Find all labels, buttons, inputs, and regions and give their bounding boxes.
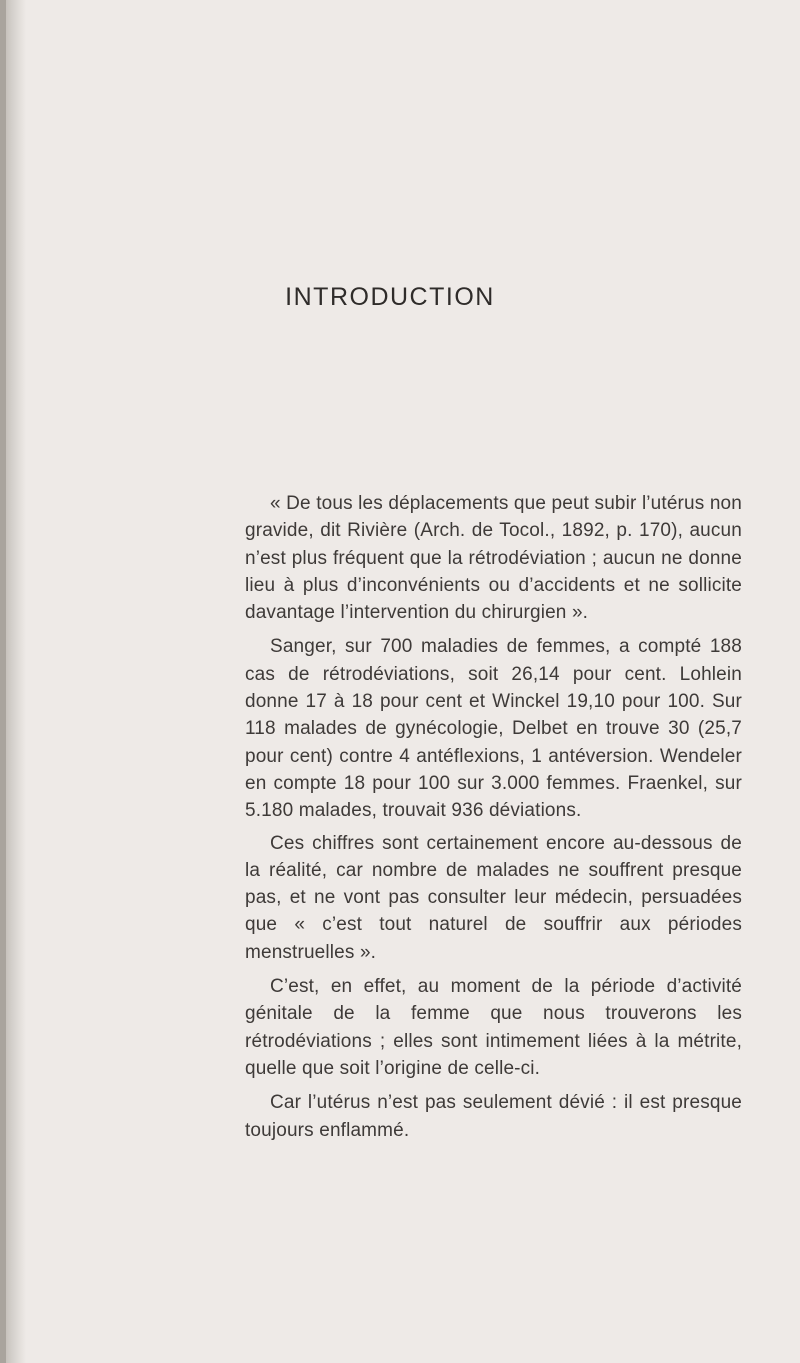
body-text — [245, 490, 742, 1151]
page-title: INTRODUCTION — [285, 283, 495, 311]
paragraph-genital-activity: C’est, en effet, au moment de la période d’activité génitale de la femme que nous trouverons les rétrodéviations ; elles sont intimement liées à la métrite, quelle que soit l’origine de celle-ci. — [245, 976, 742, 1079]
paragraph-reality: Ces chiffres sont certainement encore au-dessous de la réalité, car nombre de malades ne souffrent presque pas, et ne vont pas consulter leur médecin, persuadées que « c’est tout naturel de souffrir aux périodes menstruelles ». — [245, 832, 742, 963]
paragraph-quote-riviere: « De tous les déplacements que peut subir l’utérus non gravide, dit Rivière (Arch. de Tocol., 1892, p. 170), aucun n’est plus fréquent que la rétrodéviation ; aucun ne donne lieu à plus d’inconvénients ou d’accidents et ne sollicite davantage l’intervention du chirurgien ». — [245, 493, 742, 624]
paragraph-statistics: Sanger, sur 700 maladies de femmes, a compté 188 cas de rétrodéviations, soit 26,14 pour cent. Lohlein donne 17 à 18 pour cent et Winckel 19,10 pour 100. Sur 118 malades de gynécologie, Delbet en trouve 30 (25,7 pour cent) contre 4 antéflexions, 1 antéversion. Wendeler en compte 18 pour 100 sur 3.000 femmes. Fraenkel, sur 5.180 malades, trouvait 936 déviations. — [245, 636, 742, 822]
page-edge-shadow — [0, 0, 26, 1363]
paragraph-inflamed: Car l’utérus n’est pas seulement dévié : il est presque toujours enflammé. — [245, 1092, 742, 1141]
